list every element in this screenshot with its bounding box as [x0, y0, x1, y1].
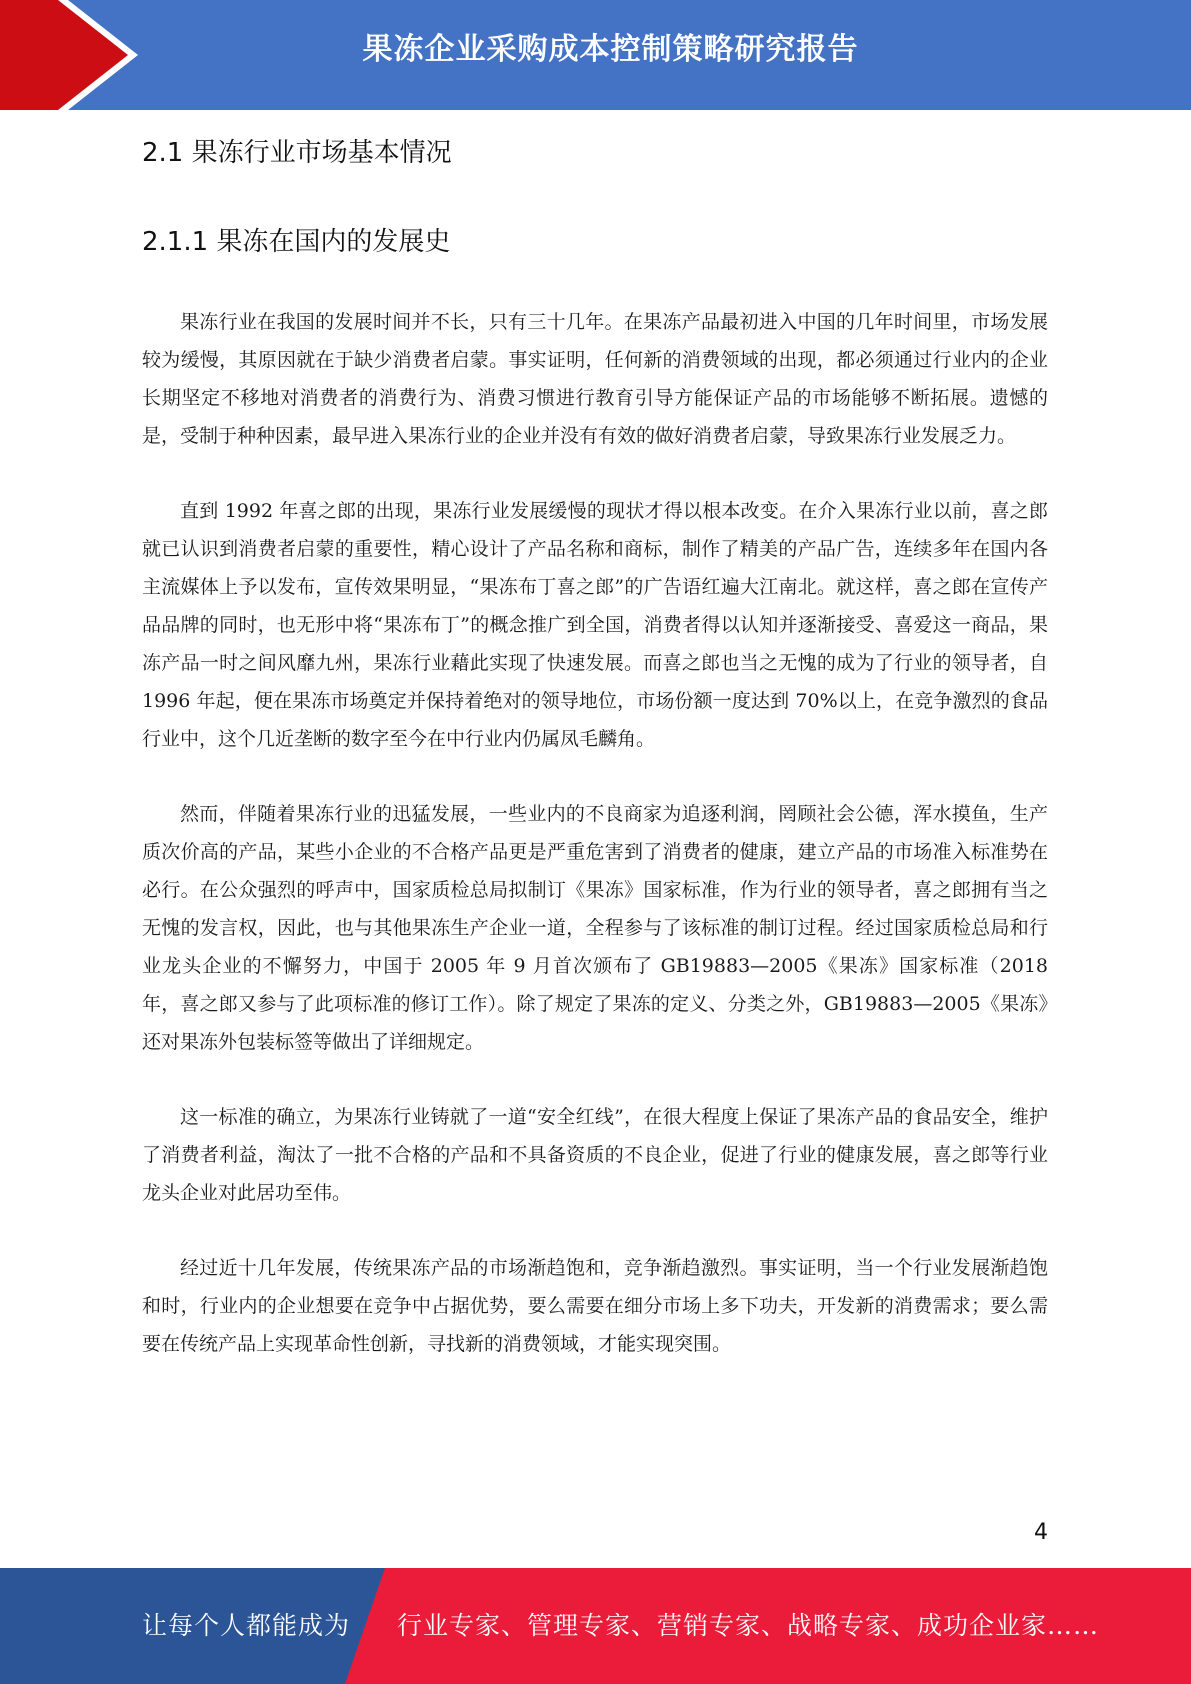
- paragraph: 直到 1992 年喜之郎的出现，果冻行业发展缓慢的现状才得以根本改变。在介入果冻行业以前，喜之郎就已认识到消费者启蒙的重要性，精心设计了产品名称和商标，制作了精美的产品广告，连续多年在国内各主流媒体上予以发布，宣传效果明显，“果冻布丁喜之郎”的广告语红遍大江南北。就这样，喜之郎在宣传产品品牌的同时，也无形中将“果冻布丁”的概念推广到全国，消费者得以认知并逐渐接受、喜爱这一商品，果冻产品一时之间风靡九州，果冻行业藉此实现了快速发展。而喜之郎也当之无愧的成为了行业的领导者，自 1996 年起，便在果冻市场奠定并保持着绝对的领导地位，市场份额一度达到 70%以上，在竞争激烈的食品行业中，这个几近垄断的数字至今在中行业内仍属凤毛麟角。: [142, 500, 1048, 750]
- report-title: 果冻企业采购成本控制策略研究报告: [362, 32, 859, 67]
- page-number: 4: [1034, 1520, 1048, 1545]
- paragraph: 然而，伴随着果冻行业的迅猛发展，一些业内的不良商家为追逐利润，罔顾社会公德，浑水摸鱼，生产质次价高的产品，某些小企业的不合格产品更是严重危害到了消费者的健康，建立产品的市场准入标准势在必行。在公众强烈的呼声中，国家质检总局拟制订《果冻》国家标准，作为行业的领导者，喜之郎拥有当之无愧的发言权，因此，也与其他果冻生产企业一道，全程参与了该标准的制订过程。经过国家质检总局和行业龙头企业的不懈努力，中国于 2005 年 9 月首次颁布了 GB19883—2005《果冻》国家标准（2018 年，喜之郎又参与了此项标准的修订工作）。除了规定了果冻的定义、分类之外，GB19883—2005《果冻》还对果冻外包装标签等做出了详细规定。: [142, 803, 1048, 1053]
- body-text: [142, 303, 1048, 1400]
- paragraph: 果冻行业在我国的发展时间并不长，只有三十几年。在果冻产品最初进入中国的几年时间里，市场发展较为缓慢，其原因就在于缺少消费者启蒙。事实证明，任何新的消费领域的出现，都必须通过行业内的企业长期坚定不移地对消费者的消费行为、消费习惯进行教育引导方能保证产品的市场能够不断拓展。遗憾的是，受制于种种因素，最早进入果冻行业的企业并没有有效的做好消费者启蒙，导致果冻行业发展乏力。: [142, 311, 1048, 447]
- footer-slogan-right: 行业专家、管理专家、营销专家、战略专家、成功企业家……: [397, 1611, 1100, 1640]
- paragraph: 经过近十几年发展，传统果冻产品的市场渐趋饱和，竞争渐趋激烈。事实证明，当一个行业发展渐趋饱和时，行业内的企业想要在竞争中占据优势，要么需要在细分市场上多下功夫，开发新的消费需求；要么需要在传统产品上实现革命性创新，寻找新的消费领域，才能实现突围。: [142, 1257, 1048, 1355]
- page-footer: [0, 1568, 1191, 1684]
- footer-slogan-left: 让每个人都能成为: [142, 1611, 351, 1640]
- subsection-heading: 2.1.1 果冻在国内的发展史: [142, 227, 451, 257]
- section-heading: 2.1 果冻行业市场基本情况: [142, 138, 452, 168]
- page-header: [0, 0, 1191, 110]
- paragraph: 这一标准的确立，为果冻行业铸就了一道“安全红线”，在很大程度上保证了果冻产品的食品安全，维护了消费者利益，淘汰了一批不合格的产品和不具备资质的不良企业，促进了行业的健康发展，喜之郎等行业龙头企业对此居功至伟。: [142, 1106, 1048, 1204]
